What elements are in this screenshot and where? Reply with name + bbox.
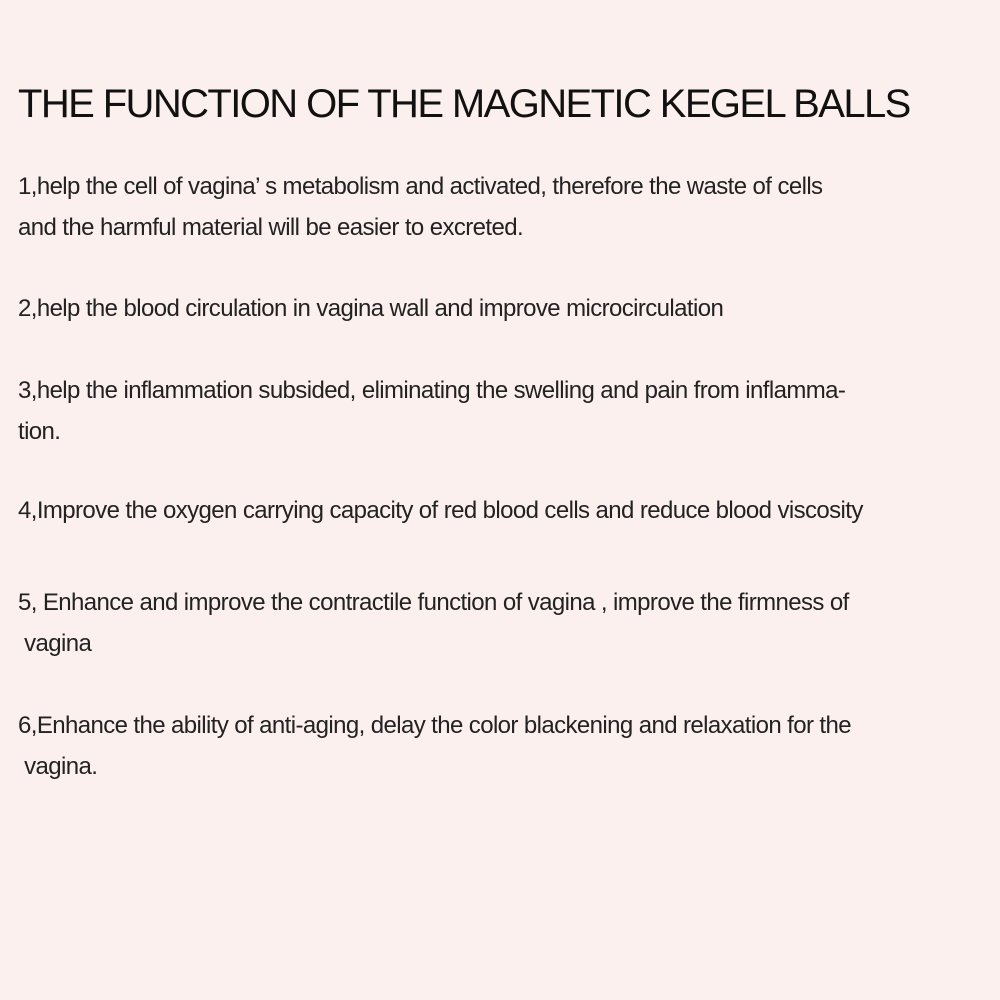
function-item-4-line-1: 4,Improve the oxygen carrying capacity of red blood cells and reduce blood viscosity xyxy=(18,497,863,524)
function-item-5 xyxy=(18,582,993,664)
function-item-3-line-2: tion. xyxy=(18,418,61,445)
function-item-5-line-1: 5, Enhance and improve the contractile function of vagina , improve the firmness of xyxy=(18,589,849,616)
function-item-1 xyxy=(18,166,993,248)
function-item-5-line-2: vagina xyxy=(18,630,92,657)
function-item-4 xyxy=(18,490,993,531)
function-item-1-line-2: and the harmful material will be easier to excreted. xyxy=(18,214,524,241)
function-item-3-line-1: 3,help the inflammation subsided, eliminating the swelling and pain from inflamma- xyxy=(18,377,846,404)
function-item-1-line-1: 1,help the cell of vagina’ s metabolism and activated, therefore the waste of cells xyxy=(18,173,823,200)
function-item-6-line-2: vagina. xyxy=(18,753,98,780)
function-item-2 xyxy=(18,288,993,329)
function-item-6 xyxy=(18,705,993,787)
function-item-3 xyxy=(18,370,993,452)
function-item-2-line-1: 2,help the blood circulation in vagina wall and improve microcirculation xyxy=(18,295,724,322)
page-title: THE FUNCTION OF THE MAGNETIC KEGEL BALLS xyxy=(18,82,910,126)
function-item-6-line-1: 6,Enhance the ability of anti-aging, delay the color blackening and relaxation for the xyxy=(18,712,851,739)
